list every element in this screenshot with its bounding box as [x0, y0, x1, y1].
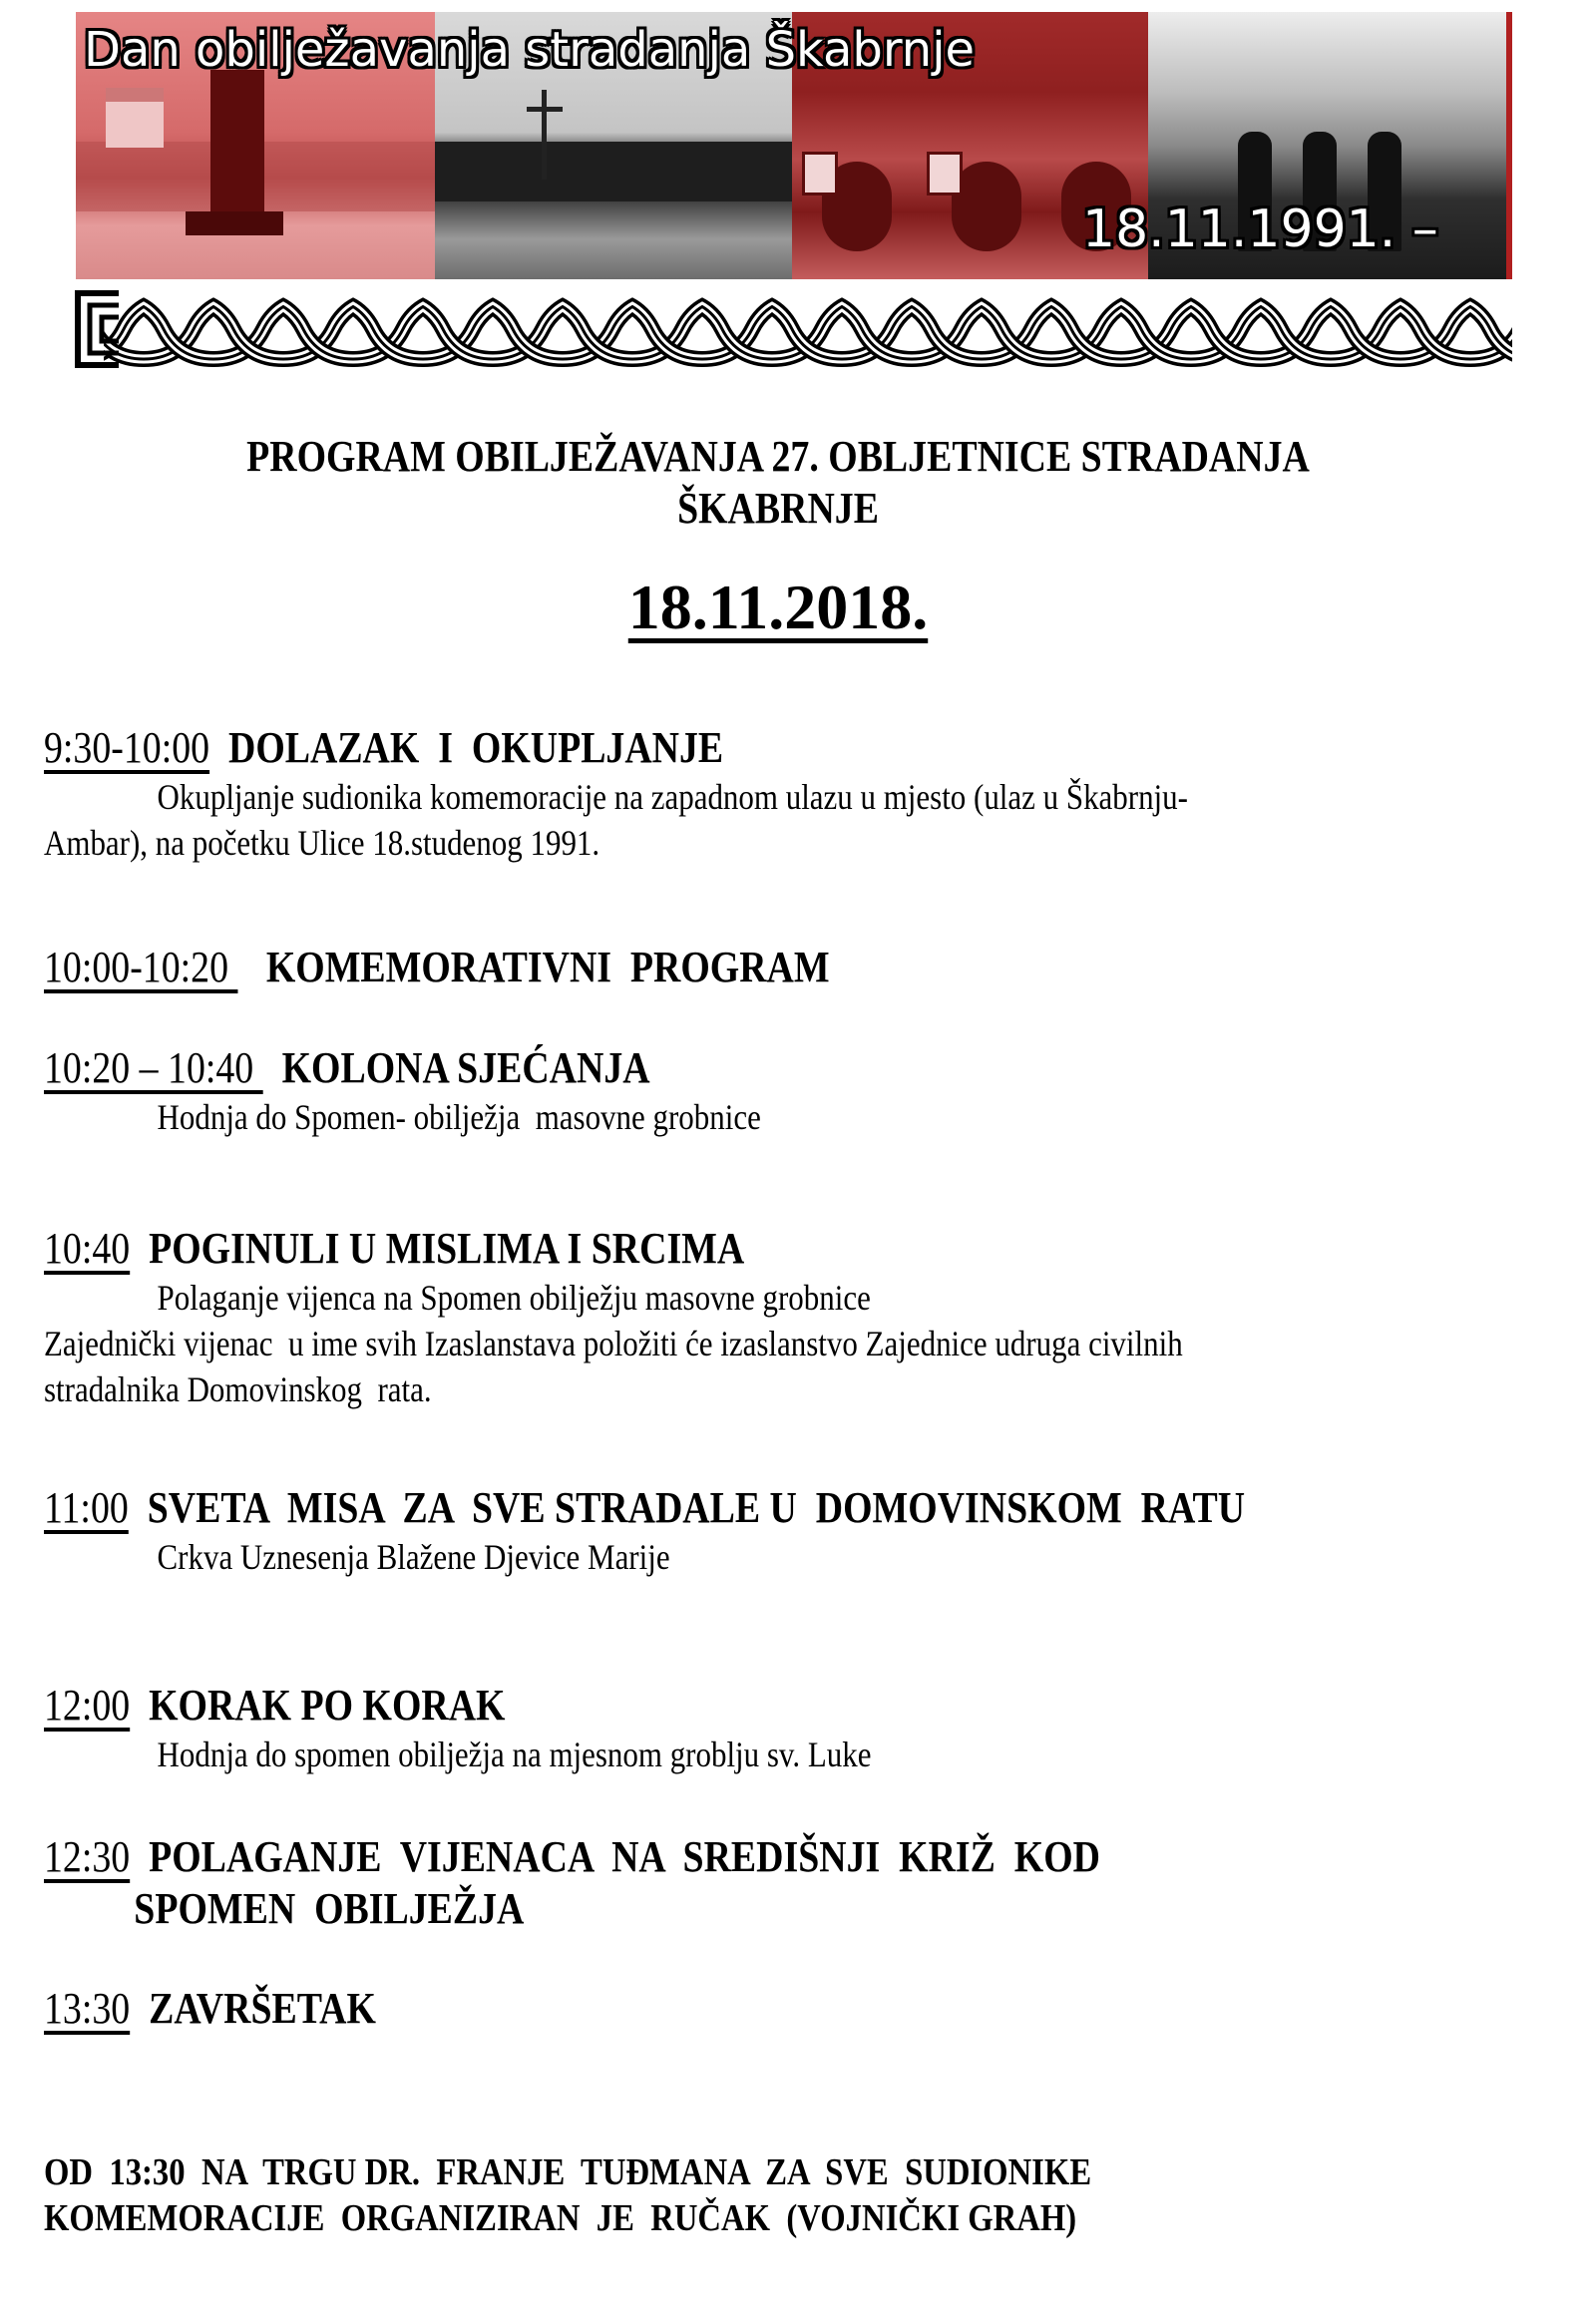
item-description: Hodnja do Spomen- obilježja masovne grobnice [157, 1097, 761, 1137]
schedule-item [44, 1680, 1540, 1777]
portrait-frame [927, 152, 963, 195]
item-description: Okupljanje sudionika komemoracije na zapadnom ulazu u mjesto (ulaz u Škabrnju- [157, 777, 1188, 817]
schedule-item [44, 1482, 1540, 1580]
schedule-item [44, 1223, 1540, 1412]
item-description: Polaganje vijenca na Spomen obilježju masovne grobnice [157, 1278, 871, 1318]
item-title: KORAK PO KORAK [149, 1681, 506, 1730]
title-line-1: PROGRAM OBILJEŽAVANJA 27. OBLJETNICE STRADANJA [246, 432, 1310, 481]
item-title: SVETA MISA ZA SVE STRADALE U DOMOVINSKOM RATU [147, 1483, 1246, 1532]
cross-icon [542, 90, 547, 180]
page-title [109, 431, 1447, 535]
item-time: 11:00 [44, 1483, 129, 1532]
item-time: 12:30 [44, 1832, 131, 1881]
item-description: Hodnja do spomen obilježja na mjesnom groblju sv. Luke [157, 1735, 872, 1774]
item-description: Crkva Uznesenja Blažene Djevice Marije [157, 1537, 670, 1577]
portrait-frame [802, 152, 838, 195]
crowd [435, 142, 792, 201]
memorial-stone [210, 70, 264, 224]
item-title: KOMEMORATIVNI PROGRAM [265, 943, 830, 991]
lunch-note [44, 2149, 1588, 2241]
item-time: 13:30 [44, 1984, 131, 2033]
braid-ornament-icon [74, 289, 1512, 369]
schedule-item [44, 1831, 1540, 1935]
event-date [0, 571, 1556, 644]
item-description-cont: Zajednički vijenac u ime svih Izaslanstava položiti će izaslanstvo Zajednice udruga civilnih [44, 1324, 1183, 1363]
banner-date: 18.11.1991. – [1082, 199, 1438, 259]
item-time: 12:00 [44, 1681, 131, 1730]
item-title-cont: SPOMEN OBILJEŽJA [134, 1884, 525, 1933]
banner-title: Dan obilježavanja stradanja Škabrnje [84, 22, 976, 78]
lunch-note-line-1: OD 13:30 NA TRGU DR. FRANJE TUĐMANA ZA SVE SUDIONIKE [44, 2151, 1092, 2193]
house [106, 102, 164, 148]
lunch-note-line-2: KOMEMORACIJE ORGANIZIRAN JE RUČAK (VOJNIČKI GRAH) [44, 2197, 1077, 2239]
event-date-text: 18.11.2018. [627, 572, 929, 642]
item-time: 9:30-10:00 [44, 723, 210, 772]
item-title: KOLONA SJEĆANJA [281, 1043, 650, 1092]
item-time: 10:00-10:20 [44, 943, 238, 991]
memorial-stone-base [186, 211, 283, 235]
item-title: ZAVRŠETAK [149, 1984, 376, 2033]
schedule-item [44, 722, 1540, 866]
title-line-2: ŠKABRNJE [677, 484, 879, 533]
item-title: POLAGANJE VIJENACA NA SREDIŠNJI KRIŽ KOD [149, 1832, 1100, 1881]
schedule-item [44, 942, 1540, 993]
item-title: DOLAZAK I OKUPLJANJE [227, 723, 724, 772]
item-description-cont: stradalnika Domovinskog rata. [44, 1369, 432, 1409]
item-title: POGINULI U MISLIMA I SRCIMA [149, 1224, 745, 1273]
schedule-item [44, 1042, 1540, 1140]
item-description-cont: Ambar), na početku Ulice 18.studenog 1991. [44, 823, 600, 863]
item-time: 10:40 [44, 1224, 131, 1273]
schedule-item [44, 1983, 1540, 2035]
cross-bar [527, 107, 563, 112]
item-time: 10:20 – 10:40 [44, 1043, 263, 1092]
